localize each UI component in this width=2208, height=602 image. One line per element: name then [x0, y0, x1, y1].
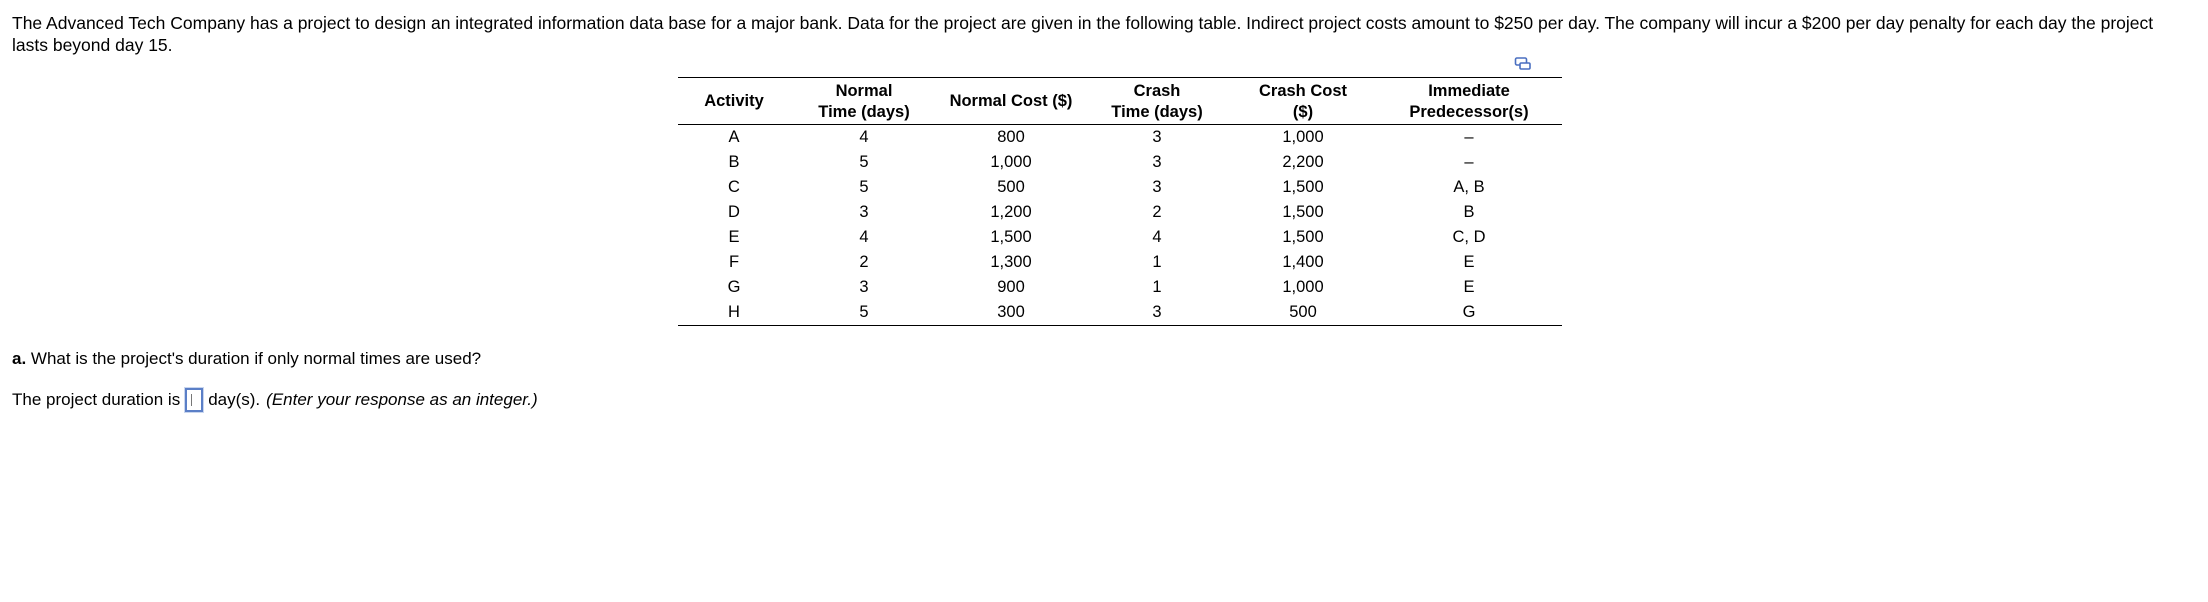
project-duration-input[interactable] — [185, 388, 203, 412]
table-cell: B — [728, 153, 740, 171]
table-cell: 800 — [997, 128, 1025, 146]
table-cell: A, B — [1453, 178, 1485, 196]
table-cell: 1 — [1152, 278, 1162, 296]
activity-data-table — [678, 77, 1562, 326]
table-cell: 2 — [859, 253, 869, 271]
column-header — [1084, 78, 1230, 125]
column-header-text: Crash — [1133, 81, 1181, 100]
table-row — [678, 225, 1562, 250]
table-row — [678, 200, 1562, 225]
copy-table-icon[interactable] — [1514, 56, 1532, 72]
column-header-text: Time (days) — [818, 102, 910, 121]
answer-hint: (Enter your response as an integer.) — [266, 390, 538, 409]
table-cell: 2,200 — [1282, 153, 1324, 171]
table-cell: C, D — [1452, 228, 1486, 246]
table-row — [678, 300, 1562, 326]
column-header-text: ($) — [1292, 102, 1314, 121]
answer-suffix: day(s). — [208, 390, 261, 409]
answer-line — [12, 388, 538, 412]
table-cell: 1,500 — [1282, 203, 1324, 221]
table-row — [678, 250, 1562, 275]
problem-statement: The Advanced Tech Company has a project to design an integrated information data base for a major bank. Data for the project are given in the following table. Indirect project costs amount to $250 per day. The company will incur a $200 per day penalty for each day the project lasts beyond day 15. — [12, 13, 2154, 55]
table-row — [678, 150, 1562, 175]
table-body — [678, 125, 1562, 326]
table-cell: 500 — [1230, 300, 1376, 326]
column-header — [1376, 78, 1562, 125]
table-cell: 3 — [1152, 178, 1162, 196]
table-cell: A — [728, 128, 740, 146]
table-cell: 4 — [859, 228, 869, 246]
table-cell: E — [1463, 278, 1475, 296]
table-cell: 5 — [859, 178, 869, 196]
column-header — [1230, 78, 1376, 125]
table-cell: 1,200 — [990, 203, 1032, 221]
table-cell: D — [728, 203, 740, 221]
table-cell: G — [1376, 300, 1562, 326]
column-header-text: Crash Cost — [1258, 81, 1348, 100]
table-cell: 1,500 — [1282, 228, 1324, 246]
table-cell: 4 — [1152, 228, 1162, 246]
column-header-text: Normal — [835, 81, 893, 100]
table-row — [678, 125, 1562, 151]
table-cell: 300 — [938, 300, 1084, 326]
table-row — [678, 175, 1562, 200]
column-header-text: Normal Cost ($) — [949, 92, 1073, 110]
table-cell: 3 — [1152, 153, 1162, 171]
column-header-text: Immediate Predecessor(s) — [1409, 81, 1529, 121]
table-cell: H — [678, 300, 790, 326]
table-cell: 4 — [859, 128, 869, 146]
column-header — [938, 78, 1084, 125]
table-cell: G — [727, 278, 741, 296]
table-cell: C — [728, 178, 740, 196]
table-cell: 500 — [997, 178, 1025, 196]
table-cell: – — [1464, 153, 1474, 171]
table-cell: 2 — [1152, 203, 1162, 221]
table-cell: 3 — [1084, 300, 1230, 326]
table-header-row — [678, 78, 1562, 125]
question-text: What is the project's duration if only normal times are used? — [30, 349, 482, 368]
table-cell: E — [1463, 253, 1475, 271]
column-header — [790, 78, 938, 125]
column-header-text: Time (days) — [1111, 102, 1203, 121]
table-cell: 900 — [997, 278, 1025, 296]
table-cell: B — [1463, 203, 1475, 221]
table-cell: 1,500 — [990, 228, 1032, 246]
table-cell: 3 — [1152, 128, 1162, 146]
table-row — [678, 275, 1562, 300]
question-a — [12, 349, 481, 369]
column-header — [678, 78, 790, 125]
table-cell: 3 — [859, 278, 869, 296]
table-cell: E — [728, 228, 740, 246]
table-cell: 5 — [790, 300, 938, 326]
table-cell: 1,000 — [990, 153, 1032, 171]
table-cell: 1,400 — [1282, 253, 1324, 271]
table-cell: 3 — [859, 203, 869, 221]
question-part-label: a. — [12, 349, 27, 368]
table-cell: – — [1464, 128, 1474, 146]
table-cell: F — [728, 253, 740, 271]
table-cell: 1,000 — [1282, 128, 1324, 146]
table-cell: 1,300 — [990, 253, 1032, 271]
table-cell: 5 — [859, 153, 869, 171]
column-header-text: Activity — [704, 92, 764, 110]
table-cell: 1 — [1152, 253, 1162, 271]
table-cell: 1,500 — [1282, 178, 1324, 196]
answer-prefix: The project duration is — [12, 390, 181, 409]
table-cell: 1,000 — [1282, 278, 1324, 296]
